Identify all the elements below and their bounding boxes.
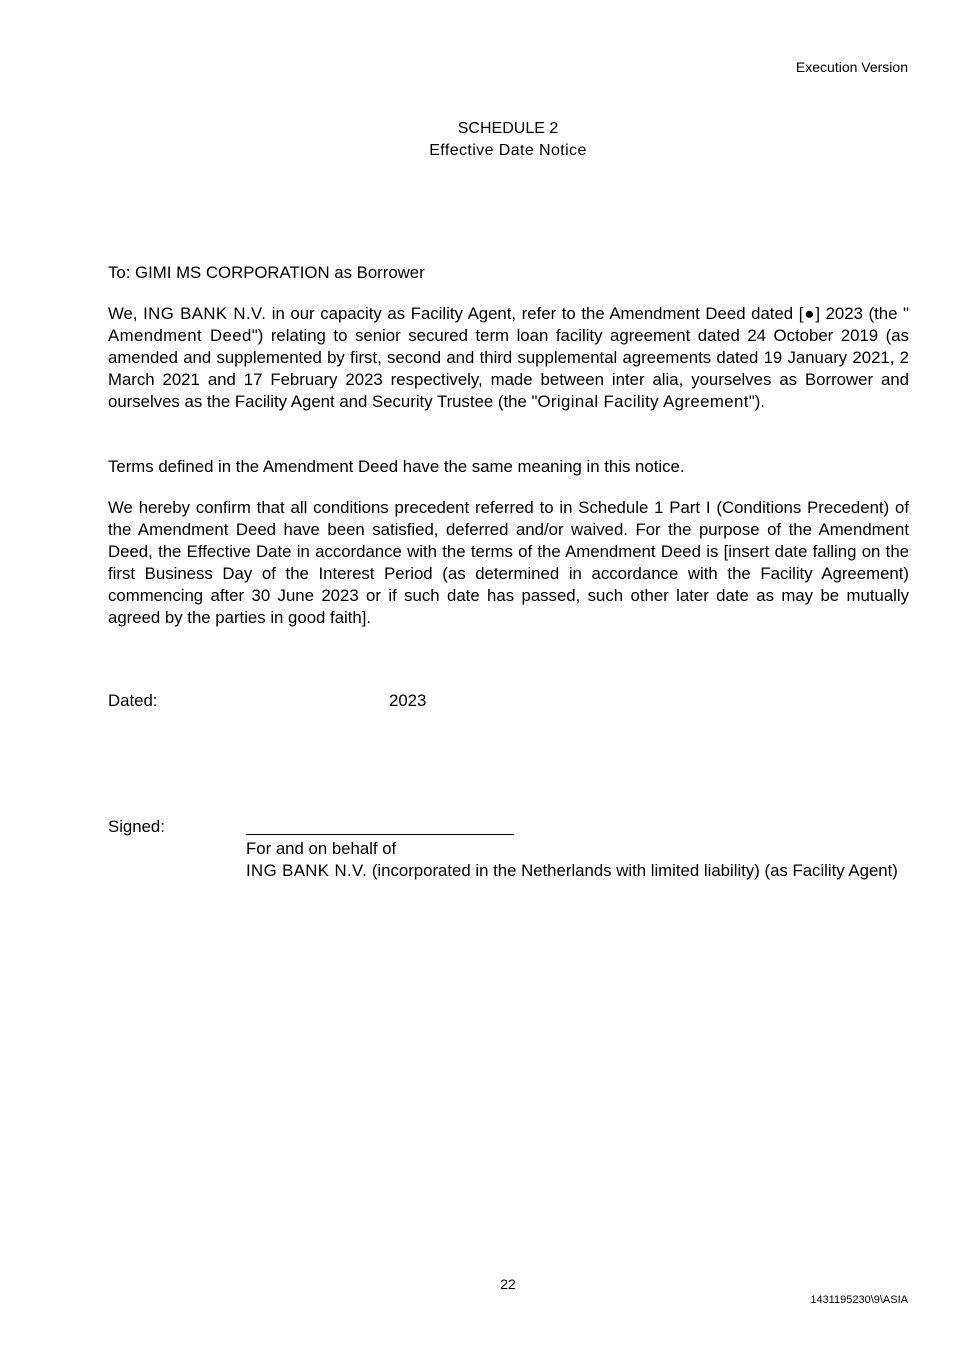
dated-label: Dated: — [108, 691, 158, 710]
bank-name: ING BANK N.V. — [143, 304, 267, 323]
notice-paragraph-2: Terms defined in the Amendment Deed have the same meaning in this notice. — [108, 457, 685, 476]
signatory-description — [246, 860, 909, 882]
para1-text: We, — [108, 304, 144, 323]
addressee-line: To: GIMI MS CORPORATION as Borrower — [108, 263, 425, 282]
document-reference: 1431195230\9\ASIA — [810, 1294, 908, 1306]
signature-block — [246, 838, 909, 882]
schedule-heading — [0, 118, 965, 162]
para1-text: ") relating to senior secured term loan facility agreement dated 24 October 2019 (as amended and supplemented by first, second and third supplemental agreements dated 19 January 2021, 2 March 2021 and 17 February 2023 respectively, made between inter alia, yourselves as Borrower and ourselves as the Facility Agent and Security Trustee (the " — [108, 326, 909, 411]
dated-year: 2023 — [389, 691, 427, 710]
schedule-number: SCHEDULE 2 — [457, 120, 559, 137]
version-label: Execution Version — [795, 59, 908, 75]
notice-paragraph-1 — [108, 303, 909, 413]
signatory-bank-name: ING BANK N.V. — [246, 861, 368, 880]
defined-term: Amendment Deed — [108, 326, 252, 345]
signatory-entity-desc: (incorporated in the Netherlands with limited liability) (as Facility Agent) — [367, 861, 898, 880]
page-number: 22 — [500, 1276, 516, 1292]
signature-line — [246, 834, 514, 835]
notice-paragraph-3: We hereby confirm that all conditions precedent referred to in Schedule 1 Part I (Conditions Precedent) of the Amendment Deed have been satisfied, deferred and/or waived. For the purpose of the Amendment Deed, the Effective Date in accordance with the terms of the Amendment Deed is [insert date falling on the first Business Day of the Interest Period (as determined in accordance with the Facility Agreement) commencing after 30 June 2023 or if such date has passed, such other later date as may be mutually agreed by the parties in good faith]. — [108, 498, 909, 627]
para1-text: in our capacity as Facility Agent, refer to the Amendment Deed dated [●] 2023 (the " — [266, 304, 909, 323]
behalf-line: For and on behalf of — [246, 839, 397, 858]
defined-term: Original Facility Agreement — [537, 392, 749, 411]
schedule-title: Effective Date Notice — [429, 142, 587, 159]
para1-text: "). — [748, 392, 765, 411]
signed-label: Signed: — [108, 817, 165, 836]
